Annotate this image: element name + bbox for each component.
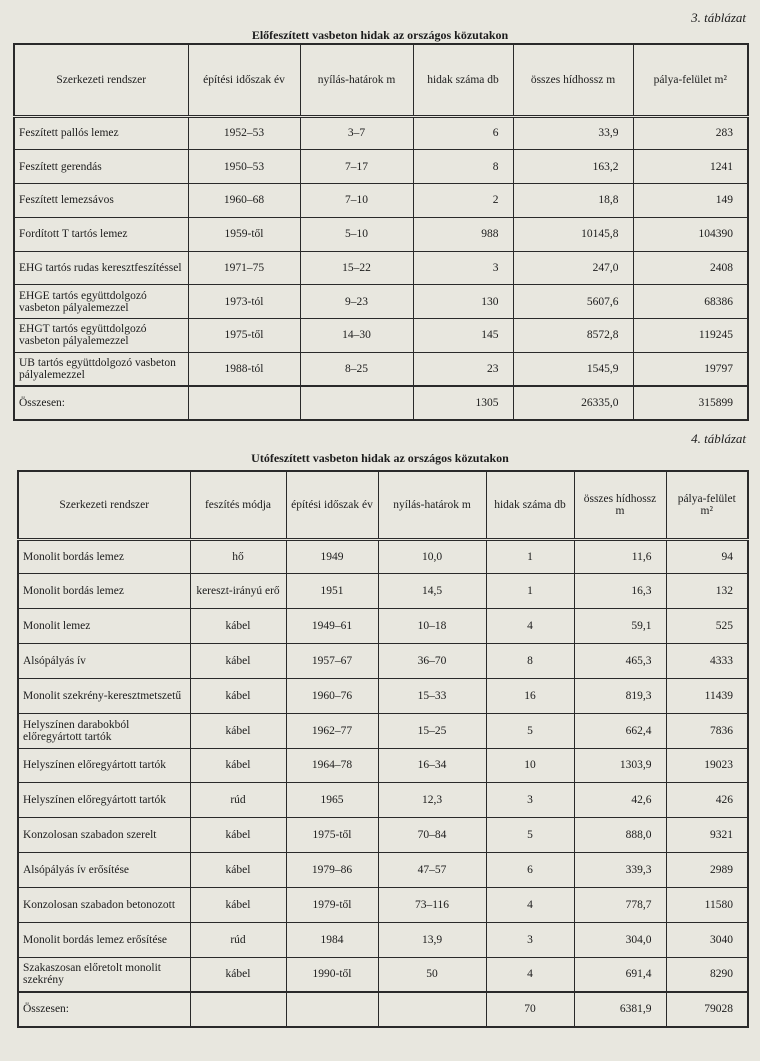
- table3-cell: 1545,9: [513, 352, 633, 386]
- table4-cell: Helyszínen előregyártott tartók: [18, 783, 190, 818]
- table4-cell: kábel: [190, 609, 286, 644]
- table4-cell: 3040: [666, 922, 748, 957]
- table3-cell: 8: [413, 150, 513, 184]
- table3-header-2: nyílás-határok m: [300, 44, 413, 116]
- table3-cell: 1959-től: [188, 217, 300, 251]
- table4-cell: 9321: [666, 818, 748, 853]
- table-row: [18, 922, 748, 957]
- table4-cell: 94: [666, 539, 748, 574]
- table3-header-3: hidak száma db: [413, 44, 513, 116]
- table4-cell: 12,3: [378, 783, 486, 818]
- table4-cell: Konzolosan szabadon betonozott: [18, 887, 190, 922]
- table3-total-cell: 315899: [633, 386, 748, 420]
- table4-header-5: összes hídhossz m: [574, 471, 666, 539]
- table3-cell: 23: [413, 352, 513, 386]
- table3-cell: 988: [413, 217, 513, 251]
- table4-cell: 4: [486, 887, 574, 922]
- table4-cell: 1979–86: [286, 853, 378, 888]
- table4-cell: 16,3: [574, 574, 666, 609]
- table4-cell: kábel: [190, 818, 286, 853]
- table3-cell: 283: [633, 116, 748, 150]
- table4-cell: 339,3: [574, 853, 666, 888]
- table-row: [18, 574, 748, 609]
- table4-cell: 5: [486, 713, 574, 748]
- table3-cell: 247,0: [513, 251, 633, 285]
- table4-cell: 11580: [666, 887, 748, 922]
- table4-cell: 42,6: [574, 783, 666, 818]
- table4-cell: kábel: [190, 887, 286, 922]
- table4-cell: 4333: [666, 644, 748, 679]
- table4-label: 4. táblázat: [691, 431, 746, 446]
- table4-cell: 132: [666, 574, 748, 609]
- table4-cell: 8: [486, 644, 574, 679]
- table4-cell: Monolit bordás lemez erősítése: [18, 922, 190, 957]
- table3: [13, 43, 749, 421]
- table-row: [18, 853, 748, 888]
- table3-cell: 163,2: [513, 150, 633, 184]
- table4-cell: kábel: [190, 678, 286, 713]
- table3-cell: 5–10: [300, 217, 413, 251]
- table4-cell: 73–116: [378, 887, 486, 922]
- table-row: [18, 539, 748, 574]
- table4-cell: 50: [378, 957, 486, 992]
- table4-total-cell: [286, 992, 378, 1027]
- table4-header-3: nyílás-határok m: [378, 471, 486, 539]
- table3-cell: 3: [413, 251, 513, 285]
- table4-cell: 36–70: [378, 644, 486, 679]
- table4-cell: kábel: [190, 748, 286, 783]
- table3-title: Előfeszített vasbeton hidak az országos közutakon: [251, 28, 509, 42]
- table3-cell: 33,9: [513, 116, 633, 150]
- table3-cell: Fordított T tartós lemez: [14, 217, 188, 251]
- table3-cell: 130: [413, 285, 513, 319]
- table3-cell: 149: [633, 184, 748, 218]
- table3-cell: 7–10: [300, 184, 413, 218]
- table3-total-cell: [188, 386, 300, 420]
- table4-cell: 819,3: [574, 678, 666, 713]
- table3-total-cell: [300, 386, 413, 420]
- table4-cell: 691,4: [574, 957, 666, 992]
- table4-cell: 11,6: [574, 539, 666, 574]
- table3-header-5: pálya-felület m²: [633, 44, 748, 116]
- table4: [17, 470, 749, 1028]
- table4-cell: 1964–78: [286, 748, 378, 783]
- table4-cell: Helyszínen előregyártott tartók: [18, 748, 190, 783]
- table4-total-cell: 79028: [666, 992, 748, 1027]
- table4-cell: 1951: [286, 574, 378, 609]
- table4-cell: 15–25: [378, 713, 486, 748]
- table4-header-2: építési időszak év: [286, 471, 378, 539]
- table-row: [14, 352, 748, 386]
- table3-cell: 19797: [633, 352, 748, 386]
- table3-cell: 104390: [633, 217, 748, 251]
- table4-total-cell: [190, 992, 286, 1027]
- table4-cell: Monolit szekrény-keresztmetszetű: [18, 678, 190, 713]
- table3-cell: 2: [413, 184, 513, 218]
- table4-cell: 525: [666, 609, 748, 644]
- table4-cell: 4: [486, 957, 574, 992]
- table4-total-cell: 70: [486, 992, 574, 1027]
- table3-cell: EHG tartós rudas keresztfeszítéssel: [14, 251, 188, 285]
- table4-header-6: pálya-felület m²: [666, 471, 748, 539]
- table4-cell: 59,1: [574, 609, 666, 644]
- table4-cell: 15–33: [378, 678, 486, 713]
- table3-cell: 119245: [633, 319, 748, 353]
- table4-cell: 1303,9: [574, 748, 666, 783]
- table-row: [14, 319, 748, 353]
- table4-header-0: Szerkezeti rendszer: [18, 471, 190, 539]
- table4-header-4: hidak száma db: [486, 471, 574, 539]
- table4-cell: kábel: [190, 713, 286, 748]
- table3-cell: 9–23: [300, 285, 413, 319]
- table3-cell: 7–17: [300, 150, 413, 184]
- table4-cell: 1957–67: [286, 644, 378, 679]
- table-row: [18, 748, 748, 783]
- table-row: [14, 150, 748, 184]
- table3-cell: 5607,6: [513, 285, 633, 319]
- table4-cell: 16–34: [378, 748, 486, 783]
- table3-cell: 14–30: [300, 319, 413, 353]
- table4-cell: 1990-től: [286, 957, 378, 992]
- table4-cell: 1949: [286, 539, 378, 574]
- table4-cell: Monolit lemez: [18, 609, 190, 644]
- table3-cell: EHGE tartós együttdolgozó vasbeton pályalemezzel: [14, 285, 188, 319]
- table4-cell: 1979-től: [286, 887, 378, 922]
- table4-header-1: feszítés módja: [190, 471, 286, 539]
- table4-cell: 10–18: [378, 609, 486, 644]
- table4-cell: 11439: [666, 678, 748, 713]
- table3-cell: 1988-tól: [188, 352, 300, 386]
- table3-total-cell: Összesen:: [14, 386, 188, 420]
- table-row: [18, 609, 748, 644]
- table3-cell: 8572,8: [513, 319, 633, 353]
- table4-cell: 1: [486, 539, 574, 574]
- table4-cell: 888,0: [574, 818, 666, 853]
- table3-cell: UB tartós együttdolgozó vasbeton pályalemezzel: [14, 352, 188, 386]
- table-row: [18, 887, 748, 922]
- table4-title: Utófeszített vasbeton hidak az országos közutakon: [251, 451, 509, 465]
- table4-cell: 3: [486, 922, 574, 957]
- table3-cell: EHGT tartós együttdolgozó vasbeton pályalemezzel: [14, 319, 188, 353]
- table4-cell: kábel: [190, 644, 286, 679]
- table4-cell: 1984: [286, 922, 378, 957]
- table3-cell: 18,8: [513, 184, 633, 218]
- table4-cell: 16: [486, 678, 574, 713]
- table3-cell: 145: [413, 319, 513, 353]
- table3-cell: 10145,8: [513, 217, 633, 251]
- table4-total-cell: 6381,9: [574, 992, 666, 1027]
- table4-cell: rúd: [190, 922, 286, 957]
- table4-cell: Monolit bordás lemez: [18, 539, 190, 574]
- table4-cell: 19023: [666, 748, 748, 783]
- table-row: [14, 217, 748, 251]
- table4-cell: 1975-től: [286, 818, 378, 853]
- table4-cell: 3: [486, 783, 574, 818]
- table3-cell: Feszített pallós lemez: [14, 116, 188, 150]
- table3-cell: Feszített gerendás: [14, 150, 188, 184]
- table-row: [14, 251, 748, 285]
- table3-cell: 1241: [633, 150, 748, 184]
- total-row: [18, 992, 748, 1027]
- table4-cell: 4: [486, 609, 574, 644]
- table3-cell: 1973-tól: [188, 285, 300, 319]
- table4-cell: 1962–77: [286, 713, 378, 748]
- table3-cell: 6: [413, 116, 513, 150]
- table4-cell: 304,0: [574, 922, 666, 957]
- table-row: [18, 678, 748, 713]
- table-row: [18, 818, 748, 853]
- table4-cell: 426: [666, 783, 748, 818]
- table4-cell: 1960–76: [286, 678, 378, 713]
- table4-cell: 10,0: [378, 539, 486, 574]
- table3-cell: 8–25: [300, 352, 413, 386]
- table3-cell: 1971–75: [188, 251, 300, 285]
- table4-cell: 778,7: [574, 887, 666, 922]
- table4-cell: kábel: [190, 853, 286, 888]
- table4-cell: 14,5: [378, 574, 486, 609]
- table-row: [18, 644, 748, 679]
- table4-cell: 1: [486, 574, 574, 609]
- table-row: [14, 184, 748, 218]
- table4-cell: Helyszínen darabokból előregyártott tartók: [18, 713, 190, 748]
- table3-header-4: összes hídhossz m: [513, 44, 633, 116]
- table4-cell: Alsópályás ív erősítése: [18, 853, 190, 888]
- table4-cell: rúd: [190, 783, 286, 818]
- table4-cell: 13,9: [378, 922, 486, 957]
- table4-cell: 6: [486, 853, 574, 888]
- table3-cell: 15–22: [300, 251, 413, 285]
- table-row: [18, 713, 748, 748]
- table3-header-0: Szerkezeti rendszer: [14, 44, 188, 116]
- table4-cell: Szakaszosan előretolt monolit szekrény: [18, 957, 190, 992]
- table4-cell: kereszt-irányú erő: [190, 574, 286, 609]
- table4-total-cell: [378, 992, 486, 1027]
- table3-cell: 68386: [633, 285, 748, 319]
- table4-cell: Konzolosan szabadon szerelt: [18, 818, 190, 853]
- table3-cell: 1950–53: [188, 150, 300, 184]
- table4-cell: Monolit bordás lemez: [18, 574, 190, 609]
- table3-cell: 3–7: [300, 116, 413, 150]
- table3-cell: 1960–68: [188, 184, 300, 218]
- table4-cell: 47–57: [378, 853, 486, 888]
- table4-cell: 1965: [286, 783, 378, 818]
- table4-cell: 8290: [666, 957, 748, 992]
- table4-cell: 1949–61: [286, 609, 378, 644]
- table3-cell: 1952–53: [188, 116, 300, 150]
- table4-cell: 662,4: [574, 713, 666, 748]
- table-row: [14, 116, 748, 150]
- table4-cell: 465,3: [574, 644, 666, 679]
- table-row: [18, 957, 748, 992]
- table3-cell: 1975-től: [188, 319, 300, 353]
- table4-total-cell: Összesen:: [18, 992, 190, 1027]
- table3-cell: 2408: [633, 251, 748, 285]
- table-row: [14, 285, 748, 319]
- table4-cell: kábel: [190, 957, 286, 992]
- table4-cell: 5: [486, 818, 574, 853]
- table3-total-cell: 26335,0: [513, 386, 633, 420]
- table3-label: 3. táblázat: [691, 10, 746, 25]
- table3-total-cell: 1305: [413, 386, 513, 420]
- table-row: [18, 783, 748, 818]
- table4-cell: 2989: [666, 853, 748, 888]
- table4-cell: hő: [190, 539, 286, 574]
- total-row: [14, 386, 748, 420]
- table4-cell: 7836: [666, 713, 748, 748]
- table4-cell: Alsópályás ív: [18, 644, 190, 679]
- table3-header-1: építési időszak év: [188, 44, 300, 116]
- table4-cell: 70–84: [378, 818, 486, 853]
- table4-cell: 10: [486, 748, 574, 783]
- table3-cell: Feszített lemezsávos: [14, 184, 188, 218]
